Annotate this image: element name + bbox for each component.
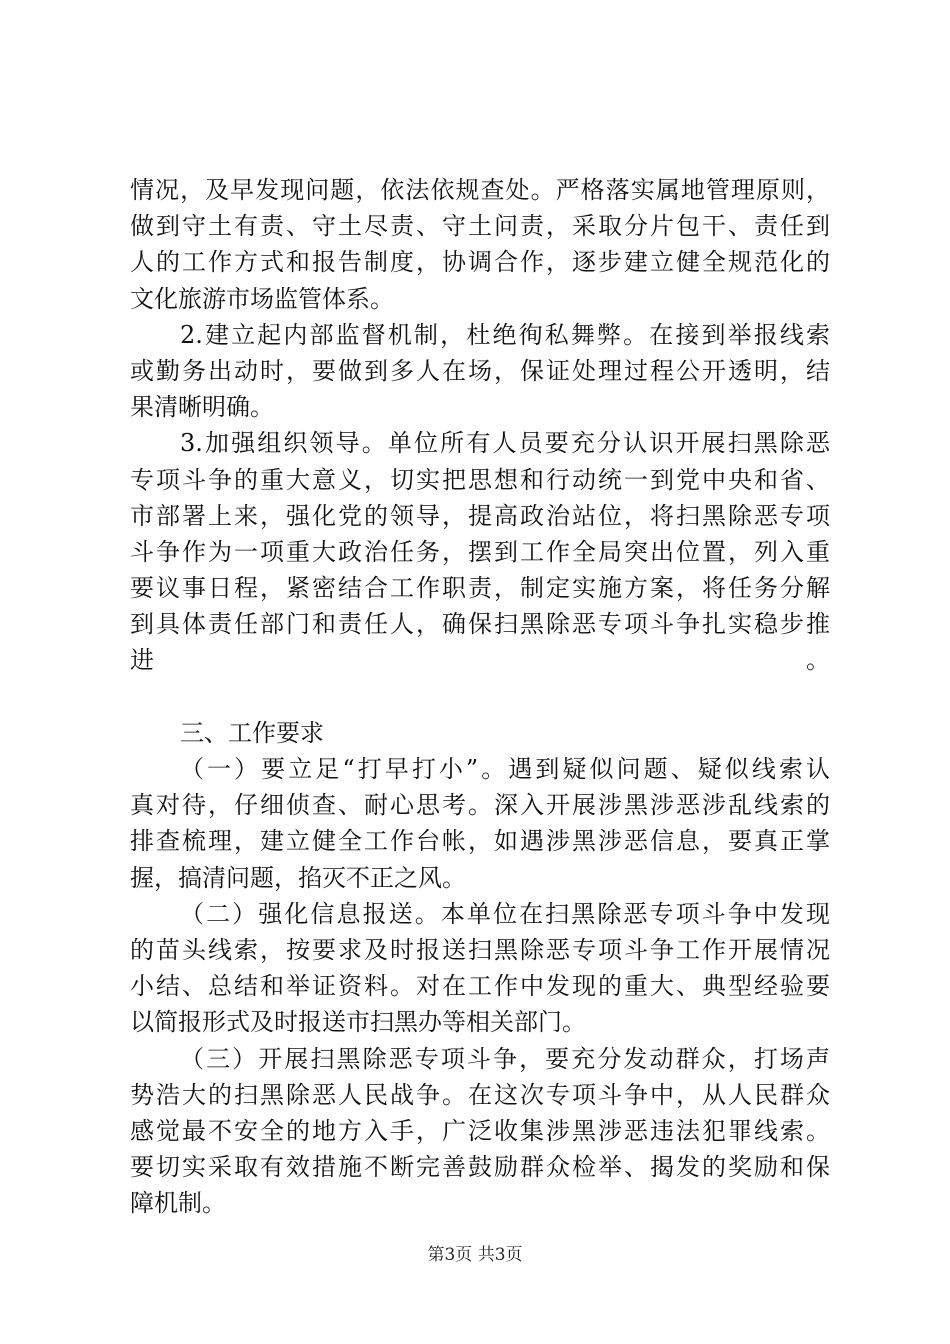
text-line: 进。 [130, 646, 830, 675]
paragraph-5 [130, 896, 830, 1041]
text-line: 果清晰明确。 [130, 393, 274, 422]
text-line: 市部署上来，强化党的领导，提高政治站位，将扫黑除恶专项 [130, 501, 830, 530]
text-line: 以简报形式及时报送市扫黑办等相关部门。 [130, 1008, 586, 1037]
text-line: 感觉最不安全的地方入手，广泛收集涉黑涉恶违法犯罪线索。 [130, 1116, 830, 1145]
text-line: 2.建立起内部监督机制，杜绝徇私舞弊。在接到举报线索 [180, 320, 830, 349]
text-line: 握，搞清问题，掐灭不正之风。 [130, 863, 466, 892]
text-line: 或勤务出动时，要做到多人在场，保证处理过程公开透明，结 [130, 356, 830, 385]
text-line [130, 679, 830, 715]
text-line: 3.加强组织领导。单位所有人员要充分认识开展扫黑除恶 [180, 429, 830, 458]
text-line: 做到守土有责、守土尽责、守土问责，采取分片包干、责任到 [130, 212, 830, 241]
text-line: 真对待，仔细侦查、耐心思考。深入开展涉黑涉恶涉乱线索的 [130, 791, 830, 820]
text-line: 人的工作方式和报告制度，协调合作，逐步建立健全规范化的 [130, 248, 830, 277]
text-line: （二）强化信息报送。本单位在扫黑除恶专项斗争中发现 [180, 899, 830, 928]
text-line: （一）要立足“打早打小”。遇到疑似问题、疑似线索认 [180, 755, 830, 783]
text-line: 到具体责任部门和责任人，确保扫黑除恶专项斗争扎实稳步推 [130, 610, 830, 639]
text-line: 的苗头线索，按要求及时报送扫黑除恶专项斗争工作开展情况 [130, 935, 830, 964]
text-line: 专项斗争的重大意义，切实把思想和行动统一到党中央和省、 [130, 465, 830, 494]
paragraph-2 [130, 317, 830, 426]
text-line: 排查梳理，建立健全工作台帐，如遇涉黑涉恶信息，要真正掌 [130, 827, 830, 856]
section-heading [130, 715, 830, 751]
text-line: 要切实采取有效措施不断完善鼓励群众检举、揭发的奖励和保 [130, 1153, 830, 1182]
document-body [130, 172, 830, 1221]
section-heading-text: 三、工作要求 [180, 718, 324, 747]
paragraph-3 [130, 425, 830, 715]
paragraph-4 [130, 751, 830, 896]
text-line: 障机制。 [130, 1189, 226, 1218]
page-number-footer: 第3页 共3页 [427, 1245, 523, 1265]
paragraph-6 [130, 1041, 830, 1222]
text-line: 情况，及早发现问题，依法依规查处。严格落实属地管理原则， [130, 176, 830, 204]
text-line: 要议事日程，紧密结合工作职责，制定实施方案，将任务分解 [130, 574, 830, 603]
text-line: 斗争作为一项重大政治任务，摆到工作全局突出位置，列入重 [130, 537, 830, 566]
text-line: 小结、总结和举证资料。对在工作中发现的重大、典型经验要 [130, 972, 830, 1001]
text-line: 文化旅游市场监管体系。 [130, 284, 394, 313]
text-line: 势浩大的扫黑除恶人民战争。在这次专项斗争中，从人民群众 [130, 1080, 830, 1109]
text-line: （三）开展扫黑除恶专项斗争，要充分发动群众，打场声 [180, 1044, 830, 1073]
paragraph-1 [130, 172, 830, 317]
